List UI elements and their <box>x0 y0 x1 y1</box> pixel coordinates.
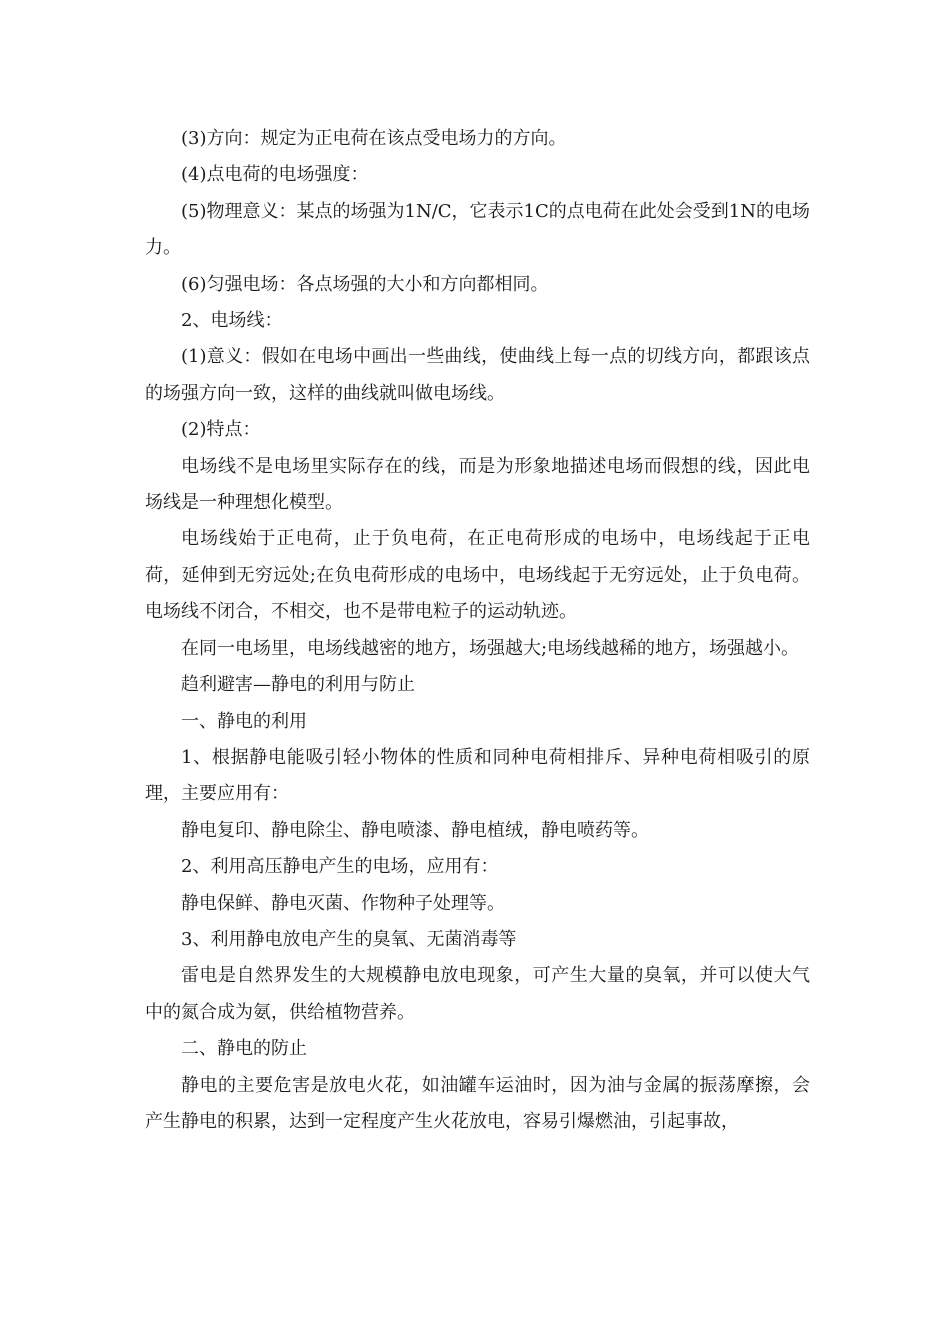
paragraph-use-1: 1、根据静电能吸引轻小物体的性质和同种电荷相排斥、异种电荷相吸引的原理，主要应用有： <box>145 746 810 805</box>
paragraph-static-hazard: 静电的主要危害是放电火花，如油罐车运油时，因为油与金属的振荡摩擦，会产生静电的积累，达到一定程度产生火花放电，容易引爆燃油，引起事故， <box>145 1074 810 1132</box>
paragraph-uniform-field: (6)匀强电场：各点场强的大小和方向都相同。 <box>181 273 549 295</box>
paragraph-direction: (3)方向：规定为正电荷在该点受电场力的方向。 <box>181 128 567 149</box>
heading-field-lines: 2、电场线： <box>181 310 283 332</box>
paragraph-field-line-meaning: (1)意义：假如在电场中画出一些曲线，使曲线上每一点的切线方向，都跟该点的场强方向一致，这样的曲线就叫做电场线。 <box>145 346 810 404</box>
paragraph-use-1-examples: 静电复印、静电除尘、静电喷漆、静电植绒，静电喷药等。 <box>181 819 649 841</box>
paragraph-density: 在同一电场里，电场线越密的地方，场强越大;电场线越稀的地方，场强越小。 <box>181 637 800 659</box>
paragraph-use-2-examples: 静电保鲜、静电灭菌、作物种子处理等。 <box>181 892 505 914</box>
paragraph-start-end: 电场线始于正电荷，止于负电荷，在正电荷形成的电场中，电场线起于正电荷，延伸到无穷远处;在负电荷形成的电场中，电场线起于无穷远处，止于负电荷。电场线不闭合，不相交，也不是带电粒子的运动轨迹。 <box>145 528 810 623</box>
paragraph-physical-meaning: (5)物理意义：某点的场强为1N/C，它表示1C的点电荷在此处会受到1N的电场力。 <box>145 200 810 259</box>
paragraph-lightning: 雷电是自然界发生的大规模静电放电现象，可产生大量的臭氧，并可以使大气中的氮合成为氨，供给植物营养。 <box>145 965 810 1023</box>
paragraph-use-2: 2、利用高压静电产生的电场，应用有： <box>181 856 499 878</box>
heading-static-prevention: 二、静电的防止 <box>181 1038 307 1060</box>
paragraph-features-label: (2)特点： <box>181 419 261 441</box>
document-body <box>145 121 810 1140</box>
paragraph-imaginary-lines: 电场线不是电场里实际存在的线，而是为形象地描述电场而假想的线，因此电场线是一种理想化模型。 <box>145 455 810 514</box>
paragraph-use-3: 3、利用静电放电产生的臭氧、无菌消毒等 <box>181 928 517 950</box>
paragraph-point-charge-field: (4)点电荷的电场强度： <box>181 164 369 186</box>
heading-static-use-prevention: 趋利避害—静电的利用与防止 <box>181 674 415 696</box>
heading-static-use: 一、静电的利用 <box>181 710 307 732</box>
